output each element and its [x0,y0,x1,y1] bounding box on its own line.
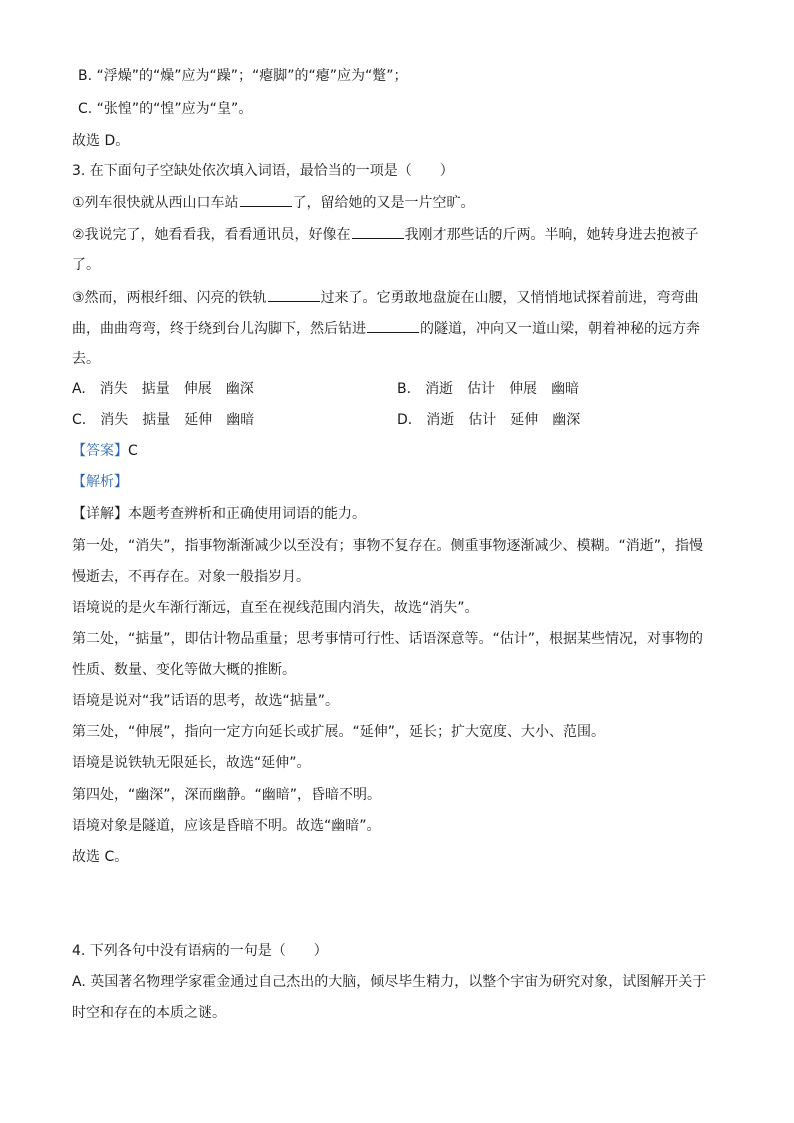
q4-option-a-line-2: 时空和存在的本质之谜。 [72,1005,226,1021]
q4-option-a-line-1: A. 英国著名物理学家霍金通过自己杰出的大脑，倾尽毕生精力，以整个宇宙为研究对象，试图解开关于 [72,974,707,990]
q3-analysis-p3b: 语境是说铁轨无限延长，故选“延伸”。 [72,755,311,771]
q3-s3-part-c: 曲，曲曲弯弯，终于绕到台儿沟脚下，然后钻进 [72,321,366,337]
analysis-tag: 【解析】 [72,474,128,490]
detail-tag: 【详解】 [72,506,128,522]
q3-option-d: D. 消逝 估计 延伸 幽深 [397,412,581,428]
q3-sentence-1 [72,192,722,213]
q3-conclusion: 故选 C。 [72,849,129,865]
q3-s3-part-e: 去。 [72,351,100,367]
answer-value: C [128,443,138,459]
q3-option-a: A. 消失 掂量 伸展 幽深 [72,381,254,397]
answer-tag: 【答案】 [72,443,128,459]
detail-intro: 本题考查辨析和正确使用词语的能力。 [128,506,366,522]
q3-detail [72,504,722,524]
prev-option-b-explanation: B. “浮燥”的“燥”应为“躁”；“瘪脚”的“瘪”应为“蹩”； [78,68,408,84]
q3-s3-part-d: 的隧道，冲向又一道山梁，朝着神秘的远方奔 [420,321,700,337]
q3-option-c: C. 消失 掂量 延伸 幽暗 [72,412,255,428]
q3-blank-1 [240,192,292,207]
q3-s1-part-b: 了，留给她的又是一片空旷。 [292,195,475,211]
q3-s1-part-a: ①列车很快就从西山口车站 [72,195,239,211]
q3-analysis-p2a: 第二处，“掂量”，即估计物品重量；思考事情可行性、话语深意等。“估计”，根据某些情况，对事物的 [72,631,704,647]
q3-analysis-p1a: 第一处，“消失”，指事物渐渐减少以至没有；事物不复存在。侧重事物逐渐减少、模糊。“消逝”，指慢 [72,538,704,554]
q3-analysis-p1b: 慢逝去，不再存在。对象一般指岁月。 [72,569,310,585]
q3-analysis-heading [72,472,722,492]
q3-answer [72,441,722,461]
q3-analysis-p3a: 第三处，“伸展”，指向一定方向延长或扩展。“延伸”，延长；扩大宽度、大小、范围。 [72,724,606,740]
question-4-stem: 4. 下列各句中没有语病的一句是（ ） [72,943,328,959]
q3-sentence-3-cont [72,318,722,339]
q3-blank-3 [268,287,320,302]
q3-analysis-p2c: 语境是说对“我”话语的思考，故选“掂量”。 [72,693,340,709]
question-3-stem: 3. 在下面句子空缺处依次填入词语，最恰当的一项是（ ） [72,163,454,179]
q3-sentence-3 [72,287,722,308]
prev-option-c-explanation: C. “张惶”的“惶”应为“皇”。 [78,101,253,117]
q3-analysis-p2b: 性质、数量、变化等做大概的推断。 [72,662,296,678]
q3-sentence-2 [72,224,722,245]
q3-s3-part-a: ③然而，两根纤细、闪亮的铁轨 [72,290,267,306]
q3-s2-part-c: 了。 [72,257,100,273]
q3-option-b: B. 消逝 估计 伸展 幽暗 [397,381,580,397]
q3-s2-part-b: 我刚才那些话的斤两。半晌，她转身进去抱被子 [404,227,699,243]
q3-blank-2 [352,224,404,239]
q3-blank-4 [367,318,419,333]
q3-s2-part-a: ②我说完了，她看看我，看看通讯员，好像在 [72,227,351,243]
q3-s3-part-b: 过来了。它勇敢地盘旋在山腰，又悄悄地试探着前进，弯弯曲 [320,290,699,306]
q3-analysis-p4b: 语境对象是隧道，应该是昏暗不明。故选“幽暗”。 [72,818,381,834]
q3-analysis-p1c: 语境说的是火车渐行渐远，直至在视线范围内消失，故选“消失”。 [72,600,479,616]
prev-conclusion: 故选 D。 [72,133,130,149]
q3-analysis-p4a: 第四处，“幽深”，深而幽静。“幽暗”，昏暗不明。 [72,787,382,803]
